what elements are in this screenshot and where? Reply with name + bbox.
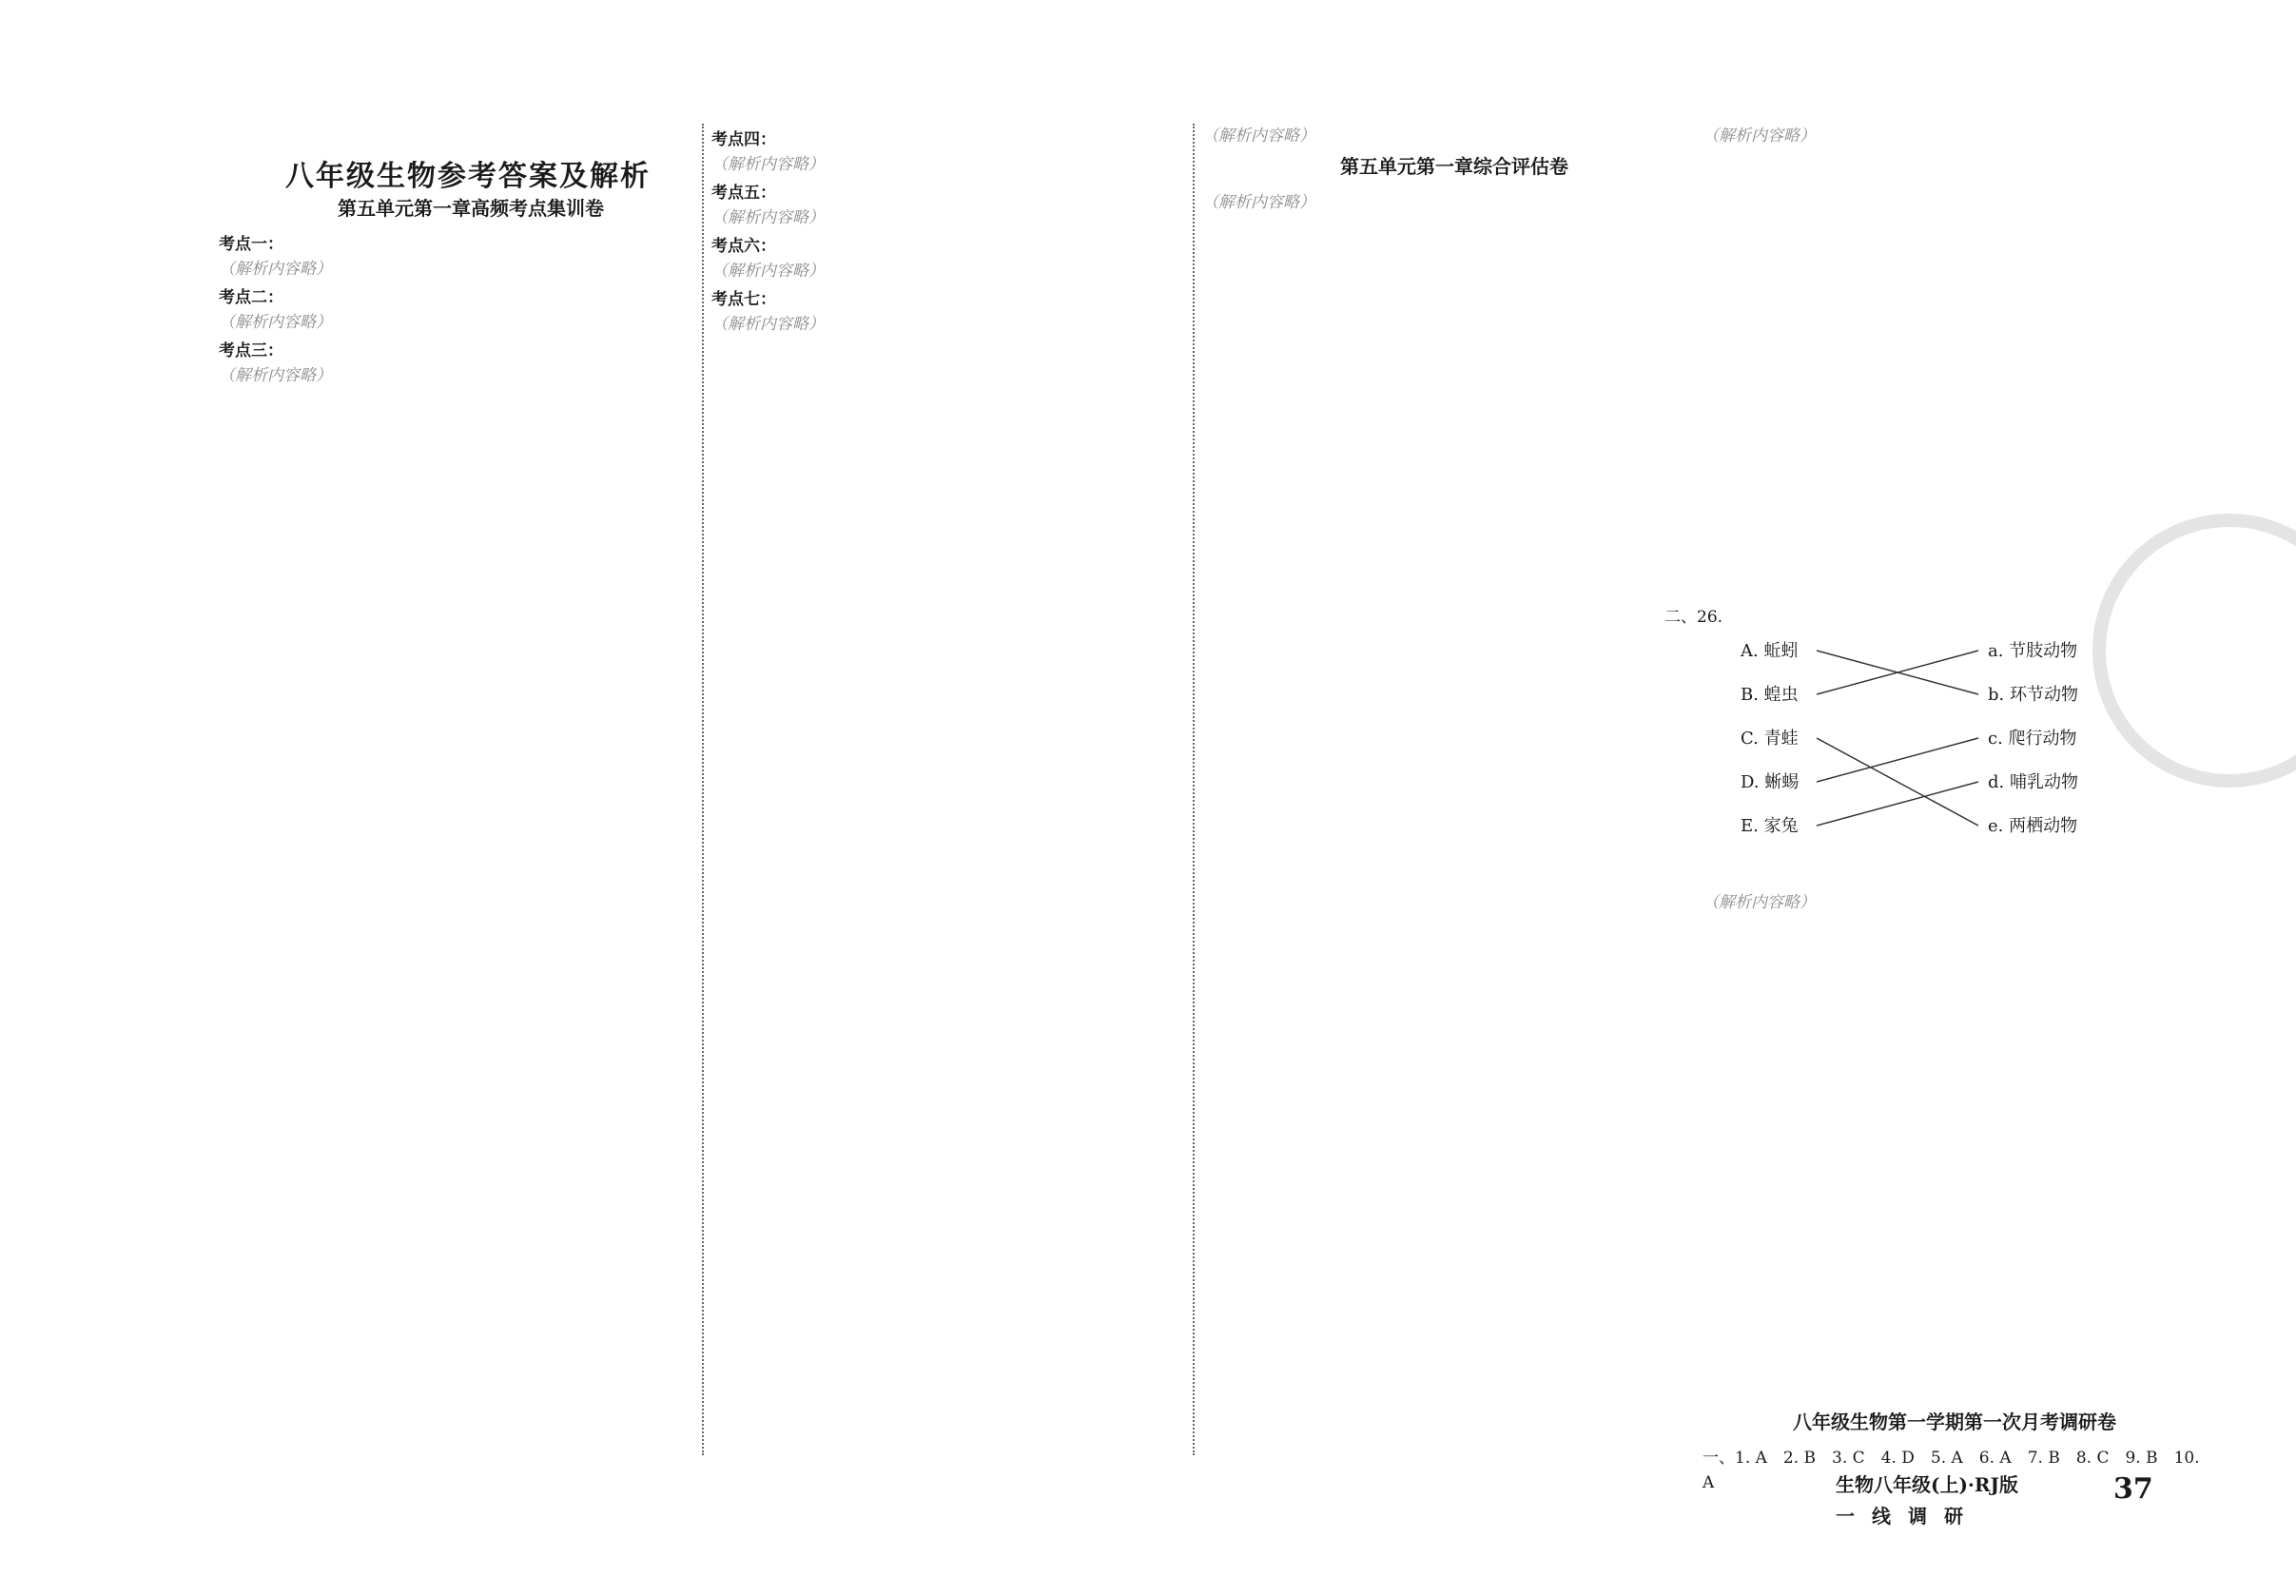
matching-diagram xyxy=(1741,639,2207,877)
match-line xyxy=(1817,782,1978,826)
kaodian-heading: 考点三： xyxy=(219,341,283,360)
page-number: 37 xyxy=(2113,1472,2153,1506)
match-left: A. 蚯蚓 xyxy=(1741,641,1799,661)
answer-item: （解析内容略） xyxy=(1202,127,1315,146)
match-lines xyxy=(1817,639,1988,839)
footer xyxy=(1836,1469,2018,1528)
answer-item: （解析内容略） xyxy=(1703,893,1816,912)
match-right: e. 两栖动物 xyxy=(1988,816,2078,836)
kaodian-heading: 考点二： xyxy=(219,288,283,307)
answer-item: （解析内容略） xyxy=(219,366,332,385)
kaodian-heading: 考点七： xyxy=(711,290,776,309)
section-title: 第五单元第一章综合评估卷 xyxy=(1340,155,1568,178)
match-line xyxy=(1817,738,1978,826)
mc-answers: 一、1. A 2. B 3. C 4. D 5. A 6. A 7. B 8. C 9. B 10. A xyxy=(1703,1449,2200,1492)
matching-number: 二、26. xyxy=(1664,608,1723,627)
footer-series: 生物八年级(上)·RJ版 xyxy=(1836,1473,2018,1496)
answer-item: （解析内容略） xyxy=(219,313,332,332)
section-title: 八年级生物第一学期第一次月考调研卷 xyxy=(1793,1411,2116,1433)
match-left: E. 家兔 xyxy=(1741,816,1799,836)
page-title: 八年级生物参考答案及解析 xyxy=(285,160,651,193)
column-4 xyxy=(1664,124,2207,1495)
match-left: D. 蜥蜴 xyxy=(1741,772,1800,792)
match-left: C. 青蛙 xyxy=(1741,729,1799,749)
answer-item: （解析内容略） xyxy=(1202,193,1315,212)
match-right: b. 环节动物 xyxy=(1988,685,2078,705)
match-line xyxy=(1817,738,1978,782)
footer-brand: 一线调研 xyxy=(1836,1505,1980,1528)
answer-item: （解析内容略） xyxy=(711,262,825,281)
answer-item: （解析内容略） xyxy=(711,155,825,174)
kaodian-heading: 考点四： xyxy=(711,130,776,149)
answer-item: （解析内容略） xyxy=(219,260,332,279)
column-2 xyxy=(711,124,1216,339)
match-right: a. 节肢动物 xyxy=(1988,641,2078,661)
kaodian-heading: 考点一： xyxy=(219,235,283,254)
match-right: c. 爬行动物 xyxy=(1988,729,2077,749)
section-title: 第五单元第一章高频考点集训卷 xyxy=(338,197,604,220)
answer-item: （解析内容略） xyxy=(711,208,825,227)
match-left: B. 蝗虫 xyxy=(1741,685,1799,705)
answer-item: （解析内容略） xyxy=(711,315,825,334)
kaodian-heading: 考点五： xyxy=(711,184,776,203)
column-3 xyxy=(1202,124,1706,217)
column-1 xyxy=(219,190,723,390)
answer-item: （解析内容略） xyxy=(1703,127,1816,146)
match-right: d. 哺乳动物 xyxy=(1988,772,2078,792)
kaodian-heading: 考点六： xyxy=(711,237,776,256)
